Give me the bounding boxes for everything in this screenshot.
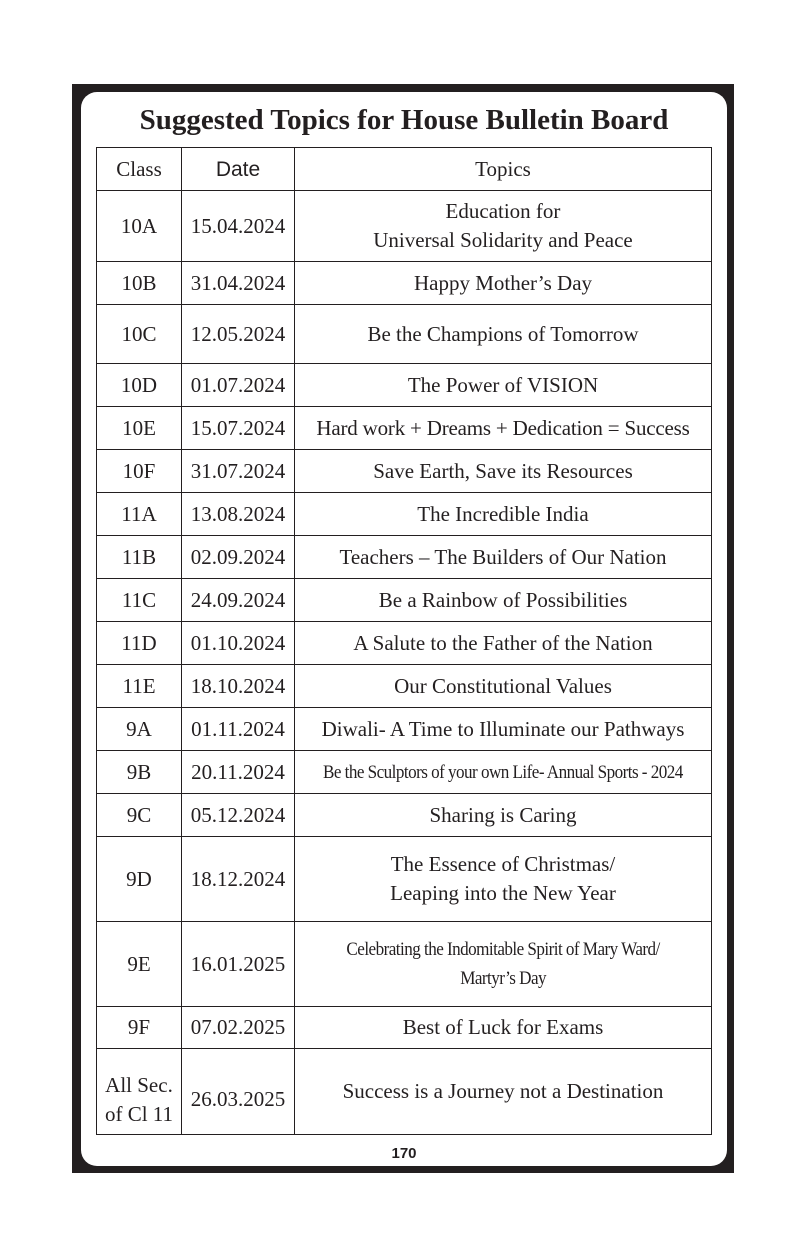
- page-title: Suggested Topics for House Bulletin Board: [139, 104, 669, 136]
- topic-cell: Celebrating the Indomitable Spirit of Mary Ward/ Martyr’s Day: [295, 922, 712, 1007]
- topic-cell: Be a Rainbow of Possibilities: [295, 579, 712, 622]
- topic-cell: Sharing is Caring: [295, 794, 712, 837]
- date-cell: 01.11.2024: [182, 708, 295, 751]
- date-cell: 18.10.2024: [182, 665, 295, 708]
- topic-cell: Teachers – The Builders of Our Nation: [295, 536, 712, 579]
- page-number: 170: [391, 1145, 417, 1162]
- date-cell: 15.07.2024: [182, 407, 295, 450]
- topic-cell: Hard work + Dreams + Dedication = Success: [295, 407, 712, 450]
- table-row: [97, 665, 712, 708]
- class-cell: 11C: [97, 579, 182, 622]
- class-cell: 10C: [97, 305, 182, 364]
- table-row: [97, 708, 712, 751]
- date-cell: 26.03.2025: [182, 1049, 295, 1135]
- table-row: [97, 450, 712, 493]
- topic-cell: Diwali- A Time to Illuminate our Pathways: [295, 708, 712, 751]
- class-cell: 11B: [97, 536, 182, 579]
- date-cell: 07.02.2025: [182, 1007, 295, 1049]
- date-cell: 18.12.2024: [182, 837, 295, 922]
- class-cell: 9F: [97, 1007, 182, 1049]
- topic-cell: Success is a Journey not a Destination: [295, 1049, 712, 1135]
- table-row: [97, 493, 712, 536]
- header-topics: Topics: [295, 148, 712, 191]
- date-cell: 01.07.2024: [182, 364, 295, 407]
- class-cell: 10E: [97, 407, 182, 450]
- table-row: [97, 262, 712, 305]
- date-cell: 16.01.2025: [182, 922, 295, 1007]
- table-row: [97, 579, 712, 622]
- date-cell: 05.12.2024: [182, 794, 295, 837]
- table-row: [97, 1049, 712, 1135]
- topic-cell: Be the Sculptors of your own Life- Annual Sports - 2024: [295, 751, 712, 794]
- topic-cell: Happy Mother’s Day: [295, 262, 712, 305]
- topics-table: [96, 147, 712, 1135]
- class-cell: 10D: [97, 364, 182, 407]
- date-cell: 24.09.2024: [182, 579, 295, 622]
- table-row: [97, 794, 712, 837]
- header-class: Class: [97, 148, 182, 191]
- table-row: [97, 407, 712, 450]
- topic-cell: Our Constitutional Values: [295, 665, 712, 708]
- class-cell: 10F: [97, 450, 182, 493]
- date-cell: 15.04.2024: [182, 191, 295, 262]
- date-cell: 01.10.2024: [182, 622, 295, 665]
- table-row: [97, 751, 712, 794]
- date-cell: 02.09.2024: [182, 536, 295, 579]
- table-row: [97, 305, 712, 364]
- table-header-row: [97, 148, 712, 191]
- table-row: [97, 536, 712, 579]
- date-cell: 31.04.2024: [182, 262, 295, 305]
- topic-cell: Be the Champions of Tomorrow: [295, 305, 712, 364]
- date-cell: 20.11.2024: [182, 751, 295, 794]
- topic-cell: The Incredible India: [295, 493, 712, 536]
- class-cell: 10B: [97, 262, 182, 305]
- topic-cell: Education for Universal Solidarity and Peace: [295, 191, 712, 262]
- class-cell: 9A: [97, 708, 182, 751]
- date-cell: 12.05.2024: [182, 305, 295, 364]
- class-cell: 11A: [97, 493, 182, 536]
- topic-cell: Save Earth, Save its Resources: [295, 450, 712, 493]
- class-cell: 9C: [97, 794, 182, 837]
- table-row: [97, 191, 712, 262]
- topic-cell: A Salute to the Father of the Nation: [295, 622, 712, 665]
- table-row: [97, 922, 712, 1007]
- table-row: [97, 364, 712, 407]
- class-cell: 9B: [97, 751, 182, 794]
- topic-cell: The Essence of Christmas/ Leaping into the New Year: [295, 837, 712, 922]
- class-cell: 9E: [97, 922, 182, 1007]
- class-cell: 11E: [97, 665, 182, 708]
- class-cell: 11D: [97, 622, 182, 665]
- table-row: [97, 837, 712, 922]
- date-cell: 13.08.2024: [182, 493, 295, 536]
- topic-cell: Best of Luck for Exams: [295, 1007, 712, 1049]
- table-row: [97, 622, 712, 665]
- class-cell: 10A: [97, 191, 182, 262]
- topic-cell: The Power of VISION: [295, 364, 712, 407]
- class-cell: All Sec. of Cl 11: [97, 1049, 182, 1135]
- date-cell: 31.07.2024: [182, 450, 295, 493]
- table-row: [97, 1007, 712, 1049]
- header-date: Date: [182, 148, 295, 191]
- class-cell: 9D: [97, 837, 182, 922]
